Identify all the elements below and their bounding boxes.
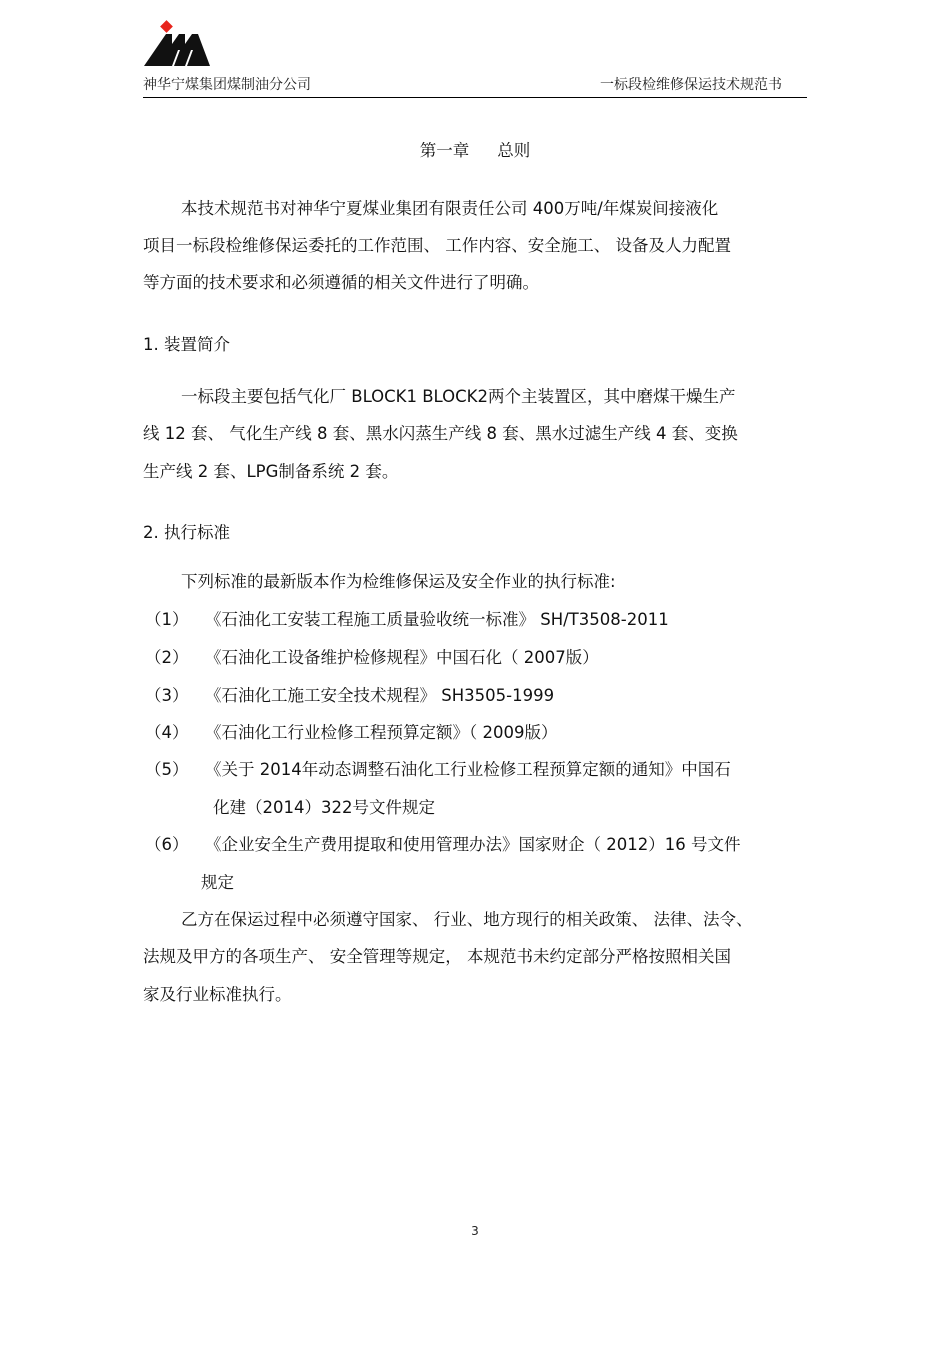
section1-line: 线 12 套、 气化生产线 8 套、黑水闪蒸生产线 8 套、黑水过滤生产线 4 套、变换: [143, 424, 738, 443]
section1-line: 生产线 2 套、LPG制备系统 2 套。: [143, 462, 399, 481]
section2-heading: 2. 执行标准: [143, 523, 230, 542]
standard-text: 《石油化工安装工程施工质量验收统一标准》 SH/T3508-2011: [205, 610, 669, 629]
standard-text: 《石油化工施工安全技术规程》 SH3505-1999: [205, 686, 555, 705]
standard-num: （5）: [145, 760, 189, 779]
intro-line: 等方面的技术要求和必须遵循的相关文件进行了明确。: [143, 273, 539, 292]
standard-text: 《石油化工行业检修工程预算定额》（ 2009版）: [205, 723, 558, 742]
closing-line: 法规及甲方的各项生产、 安全管理等规定， 本规范书未约定部分严格按照相关国: [143, 947, 731, 966]
section1-heading: 1. 装置简介: [143, 335, 230, 354]
closing-line: 家及行业标准执行。: [143, 985, 292, 1004]
chapter-number: 第一章: [419, 141, 470, 160]
logo-shape: [144, 34, 210, 66]
standard-num: （6）: [145, 835, 189, 854]
header-company: 神华宁煤集团煤制油分公司: [143, 77, 311, 93]
standard-text-cont: 规定: [201, 873, 234, 892]
standard-text: 《企业安全生产费用提取和使用管理办法》国家财企（ 2012）16 号文件: [205, 835, 741, 854]
standard-num: （3）: [145, 686, 189, 705]
section2-lead: 下列标准的最新版本作为检维修保运及安全作业的执行标准:: [181, 572, 616, 591]
header-divider: [143, 97, 807, 98]
standard-text: 《关于 2014年动态调整石油化工行业检修工程预算定额的通知》中国石: [205, 760, 731, 779]
page-number: 3: [471, 1224, 479, 1238]
chapter-title: [0, 141, 950, 161]
intro-line: 本技术规范书对神华宁夏煤业集团有限责任公司 400万吨/年煤炭间接液化: [181, 199, 719, 218]
header-doc-title: 一标段检维修保运技术规范书: [600, 77, 782, 93]
intro-line: 项目一标段检维修保运委托的工作范围、 工作内容、安全施工、 设备及人力配置: [143, 236, 731, 255]
chapter-name: 总则: [497, 141, 531, 160]
standard-num: （2）: [145, 648, 189, 667]
standard-text: 《石油化工设备维护检修规程》中国石化（ 2007版）: [205, 648, 599, 667]
standard-text-cont: 化建（2014）322号文件规定: [213, 798, 435, 817]
standard-num: （4）: [145, 723, 189, 742]
standard-num: （1）: [145, 610, 189, 629]
logo-accent-square: [160, 20, 173, 33]
company-logo: [142, 20, 212, 68]
closing-line: 乙方在保运过程中必须遵守国家、 行业、地方现行的相关政策、 法律、法令、: [181, 910, 753, 929]
section1-line: 一标段主要包括气化厂 BLOCK1 BLOCK2两个主装置区，其中磨煤干燥生产: [181, 387, 736, 406]
